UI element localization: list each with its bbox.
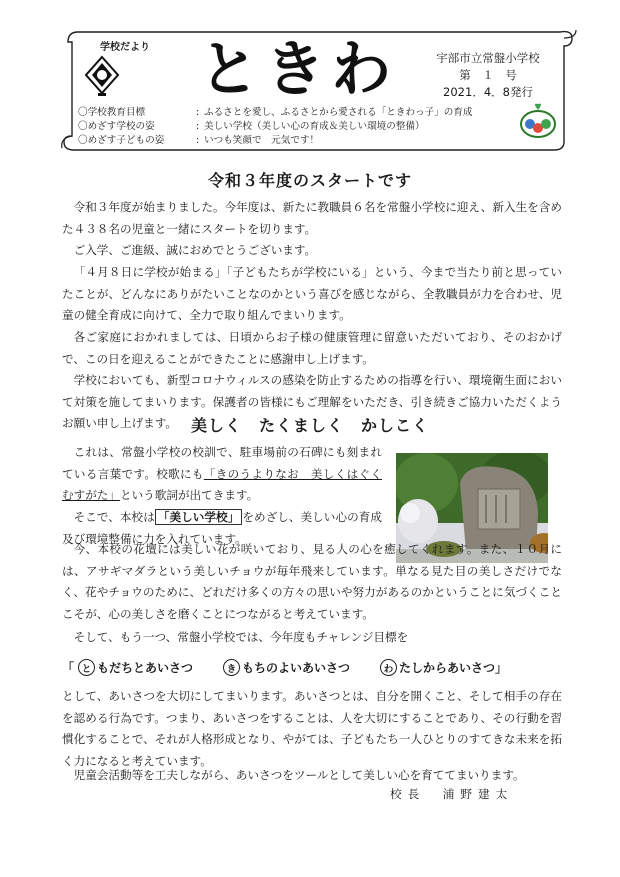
school-name: 宇部市立常盤小学校 <box>436 51 540 65</box>
section2-paragraph-4: そして、もう一つ、常盤小学校では、今年度もチャレンジ目標を <box>73 630 409 644</box>
section2-paragraph-3: 今、本校の花壇には美しい花が咲いており、見る人の心を癒してくれます。また、１０月には、アサギマダラという美しいチョウが毎年飛来しています。単なる見た目の美しさだけでなく、花やチョウのために、どれだけ多くの方々の思いや努力があるのかということに気づくことこそが、心の美しさを磨くことにつながると考えています。 <box>62 542 562 621</box>
section2-paragraph-5: として、あいさつを大切にしてまいります。あいさつとは、自分を開くこと、そして相手の存在を認める行為です。つまり、あいさつをすることは、人を大切にすることであり、その行動を習慣化することで、それが人格形成となり、やがては、子どもたち一人ひとりのすてきな未来を拓く力になると考えています。 <box>62 689 562 768</box>
greeting-item: わ たしからあいさつ」 <box>380 659 507 676</box>
goal-text: ふるさとを愛し、ふるさとから愛される「ときわっ子」の育成 <box>204 107 473 118</box>
mascot-icon <box>516 100 560 140</box>
goal-row: 〇めざす学校の姿 : 美しい学校（美しい心の育成＆美しい環境の整備） <box>78 120 425 132</box>
section1-paragraph-3: 「４月８日に学校が始まる」「子どもたちが学校にいる」という、今まで当たり前と思っていたことが、どんなにありがたいことなのかという喜びを感じながら、全教職員が力を合わせ、児童の健全育成に向けて、全力で取り組んでまいります。 <box>62 265 562 322</box>
goal-label: 〇めざす子どもの姿 <box>78 134 165 146</box>
section2-paragraph-2: そこで、本校は 「美しい学校」 をめざし、美しい心の育成及び環境整備に力を入れています。 <box>62 510 382 546</box>
greeting-item: き もちのよいあいさつ <box>223 659 350 676</box>
circled-character: わ <box>380 659 397 676</box>
section2-heading: 美しく たくましく かしこく <box>190 416 429 435</box>
issue-number: 第 １ 号 <box>459 68 517 82</box>
greeting-goals <box>62 659 562 676</box>
school-crest-icon <box>84 55 120 97</box>
title-logo <box>178 34 418 100</box>
greeting-item: と もだちとあいさつ <box>78 659 193 676</box>
beautiful-school-keyword: 「美しい学校」 <box>155 509 242 525</box>
goal-label: 〇学校教育目標 <box>78 107 146 118</box>
goal-text: 美しい学校（美しい心の育成＆美しい環境の整備） <box>204 120 425 132</box>
circled-character: き <box>223 659 240 676</box>
newsletter-title: ときわ <box>199 35 397 100</box>
section1-paragraph-5: 学校においても、新型コロナウィルスの感染を防止するための指導を行い、環境衛生面において対策を施してまいります。保護者の皆様にもご理解をいただき、引き続きご協力いただくようお願い申し上げます。 <box>62 373 562 430</box>
school-song-lyric: 「きのうよりなお 美しくはぐくむすがた」 <box>62 466 382 502</box>
goal-row: 〇学校教育目標 : ふるさとを愛し、ふるさとから愛される「ときわっ子」の育成 <box>78 107 473 118</box>
circled-character: と <box>78 659 95 676</box>
newsletter-label: 学校だより <box>100 42 150 53</box>
principal-signature: 校長 浦野建太 <box>390 787 514 801</box>
greeting-open-quote: 「 <box>62 661 75 675</box>
publication-info <box>428 50 548 101</box>
section1-paragraph-4: 各ご家庭におかれましては、日頃からお子様の健康管理に留意いただいており、そのおかげで、この日を迎えることができたことに感謝申し上げます。 <box>62 330 562 366</box>
goal-label: 〇めざす学校の姿 <box>78 120 155 132</box>
section1-heading: 令和３年度のスタートです <box>207 171 412 190</box>
section1-paragraph-2: ご入学、ご進級、誠におめでとうございます。 <box>73 243 317 257</box>
goal-text: いつも笑顔で 元気です！ <box>204 134 320 146</box>
school-goals <box>78 106 508 147</box>
goal-row: 〇めざす子どもの姿 : いつも笑顔で 元気です！ <box>78 134 320 146</box>
masthead-scroll <box>60 28 582 152</box>
section2-paragraph-1: これは、常盤小学校の校訓で、駐車場前の石碑にも刻まれている言葉です。校歌にも「きのうよりなお 美しくはぐくむすがた」という歌詞が出てきます。 <box>62 445 382 502</box>
section2-paragraph-6: 児童会活動等を工夫しながら、あいさつをツールとして美しい心を育ててまいります。 <box>73 768 525 782</box>
issue-date: 2021．4．8発行 <box>443 85 533 99</box>
section1-paragraph-1: 令和３年度が始まりました。今年度は、新たに教職員６名を常盤小学校に迎え、新入生を含めた４３８名の児童と一緒にスタートを切ります。 <box>62 200 562 236</box>
